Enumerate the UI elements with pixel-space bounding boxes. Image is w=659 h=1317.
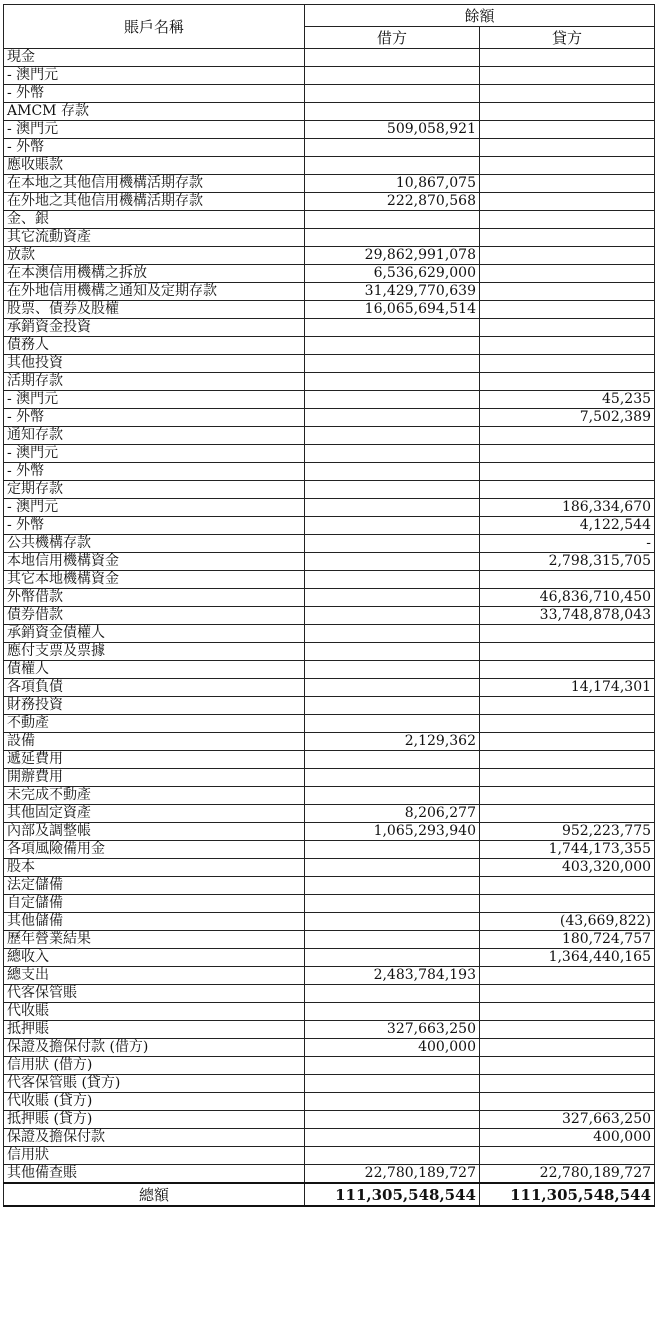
credit-cell xyxy=(480,319,655,337)
trial-balance-table xyxy=(3,4,655,1207)
account-name-cell: 遞延費用 xyxy=(4,751,305,769)
credit-cell xyxy=(480,661,655,679)
table-row xyxy=(4,985,655,1003)
credit-cell xyxy=(480,1075,655,1093)
table-row xyxy=(4,409,655,427)
credit-cell xyxy=(480,769,655,787)
account-name-cell: 信用狀 (借方) xyxy=(4,1057,305,1075)
account-name-cell: 抵押賬 (貸方) xyxy=(4,1111,305,1129)
debit-cell xyxy=(305,1093,480,1111)
debit-cell xyxy=(305,1003,480,1021)
debit-cell xyxy=(305,571,480,589)
debit-cell xyxy=(305,913,480,931)
credit-cell xyxy=(480,751,655,769)
table-row xyxy=(4,625,655,643)
debit-cell xyxy=(305,949,480,967)
account-name-cell: 通知存款 xyxy=(4,427,305,445)
debit-cell: 22,780,189,727 xyxy=(305,1165,480,1184)
credit-cell xyxy=(480,175,655,193)
credit-cell xyxy=(480,463,655,481)
account-name-cell: 代客保管賬 (貸方) xyxy=(4,1075,305,1093)
account-name-cell: 在本地之其他信用機構活期存款 xyxy=(4,175,305,193)
account-name-cell: 現金 xyxy=(4,49,305,67)
credit-cell: 952,223,775 xyxy=(480,823,655,841)
table-row xyxy=(4,157,655,175)
credit-cell xyxy=(480,985,655,1003)
account-name-cell: 法定儲備 xyxy=(4,877,305,895)
table-row xyxy=(4,301,655,319)
credit-cell xyxy=(480,121,655,139)
debit-cell xyxy=(305,85,480,103)
account-name-cell: - 澳門元 xyxy=(4,445,305,463)
account-name-cell: 未完成不動產 xyxy=(4,787,305,805)
debit-cell: 16,065,694,514 xyxy=(305,301,480,319)
debit-cell xyxy=(305,337,480,355)
account-name-cell: 不動產 xyxy=(4,715,305,733)
table-row xyxy=(4,823,655,841)
account-name-cell: 代收賬 xyxy=(4,1003,305,1021)
table-row xyxy=(4,481,655,499)
table-row xyxy=(4,607,655,625)
table-row xyxy=(4,445,655,463)
credit-cell xyxy=(480,1057,655,1075)
debit-cell xyxy=(305,1057,480,1075)
debit-cell: 1,065,293,940 xyxy=(305,823,480,841)
credit-cell xyxy=(480,481,655,499)
table-row xyxy=(4,679,655,697)
debit-cell xyxy=(305,103,480,121)
table-row xyxy=(4,895,655,913)
account-name-cell: 應付支票及票據 xyxy=(4,643,305,661)
table-row xyxy=(4,391,655,409)
debit-cell xyxy=(305,697,480,715)
account-name-header: 賬戶名稱 xyxy=(4,5,305,49)
credit-cell xyxy=(480,625,655,643)
credit-cell: 1,364,440,165 xyxy=(480,949,655,967)
credit-cell xyxy=(480,697,655,715)
debit-cell xyxy=(305,877,480,895)
debit-cell: 8,206,277 xyxy=(305,805,480,823)
account-name-cell: 代收賬 (貸方) xyxy=(4,1093,305,1111)
account-name-cell: 債務人 xyxy=(4,337,305,355)
account-name-cell: - 外幣 xyxy=(4,409,305,427)
account-name-cell: 信用狀 xyxy=(4,1147,305,1165)
debit-cell: 31,429,770,639 xyxy=(305,283,480,301)
account-name-cell: 開辦費用 xyxy=(4,769,305,787)
table-row xyxy=(4,589,655,607)
account-name-cell: 各項風險備用金 xyxy=(4,841,305,859)
credit-cell xyxy=(480,103,655,121)
credit-cell xyxy=(480,193,655,211)
account-name-cell: - 外幣 xyxy=(4,139,305,157)
table-row xyxy=(4,463,655,481)
credit-cell xyxy=(480,139,655,157)
account-name-cell: 在外地信用機構之通知及定期存款 xyxy=(4,283,305,301)
debit-cell: 222,870,568 xyxy=(305,193,480,211)
account-name-cell: - 外幣 xyxy=(4,463,305,481)
credit-cell xyxy=(480,1003,655,1021)
table-row xyxy=(4,319,655,337)
account-name-cell: - 澳門元 xyxy=(4,391,305,409)
account-name-cell: - 澳門元 xyxy=(4,121,305,139)
account-name-cell: 保證及擔保付款 xyxy=(4,1129,305,1147)
credit-cell xyxy=(480,445,655,463)
debit-cell: 400,000 xyxy=(305,1039,480,1057)
credit-cell xyxy=(480,85,655,103)
table-row xyxy=(4,733,655,751)
credit-cell: 2,798,315,705 xyxy=(480,553,655,571)
table-row xyxy=(4,211,655,229)
table-row xyxy=(4,949,655,967)
table-row xyxy=(4,769,655,787)
credit-cell xyxy=(480,787,655,805)
debit-cell xyxy=(305,427,480,445)
credit-cell xyxy=(480,967,655,985)
debit-cell xyxy=(305,895,480,913)
account-name-cell: 承銷資金投資 xyxy=(4,319,305,337)
debit-cell xyxy=(305,643,480,661)
account-name-cell: 其它本地機構資金 xyxy=(4,571,305,589)
credit-cell xyxy=(480,211,655,229)
table-row xyxy=(4,1039,655,1057)
table-row xyxy=(4,1147,655,1165)
account-name-cell: 公共機構存款 xyxy=(4,535,305,553)
table-row xyxy=(4,1003,655,1021)
debit-cell xyxy=(305,859,480,877)
account-name-cell: 自定儲備 xyxy=(4,895,305,913)
credit-cell xyxy=(480,1039,655,1057)
account-name-cell: 其他備查賬 xyxy=(4,1165,305,1184)
credit-cell xyxy=(480,1021,655,1039)
table-row xyxy=(4,121,655,139)
table-row xyxy=(4,427,655,445)
debit-cell xyxy=(305,535,480,553)
table-row xyxy=(4,661,655,679)
credit-cell xyxy=(480,1147,655,1165)
debit-cell xyxy=(305,409,480,427)
table-row xyxy=(4,931,655,949)
account-name-cell: 歷年營業結果 xyxy=(4,931,305,949)
debit-cell: 29,862,991,078 xyxy=(305,247,480,265)
debit-cell xyxy=(305,841,480,859)
credit-cell xyxy=(480,895,655,913)
debit-cell: 509,058,921 xyxy=(305,121,480,139)
credit-cell: 327,663,250 xyxy=(480,1111,655,1129)
table-row xyxy=(4,1057,655,1075)
credit-cell xyxy=(480,355,655,373)
trial-balance-sheet xyxy=(3,4,654,1207)
account-name-cell: 其他投資 xyxy=(4,355,305,373)
table-row xyxy=(4,355,655,373)
debit-cell xyxy=(305,679,480,697)
account-name-cell: 總收入 xyxy=(4,949,305,967)
account-name-cell: 股本 xyxy=(4,859,305,877)
debit-cell xyxy=(305,481,480,499)
table-row xyxy=(4,697,655,715)
credit-cell xyxy=(480,49,655,67)
table-row xyxy=(4,643,655,661)
account-name-cell: 設備 xyxy=(4,733,305,751)
account-name-cell: 本地信用機構資金 xyxy=(4,553,305,571)
debit-cell xyxy=(305,517,480,535)
credit-cell xyxy=(480,247,655,265)
credit-cell: 22,780,189,727 xyxy=(480,1165,655,1184)
table-row xyxy=(4,553,655,571)
table-row xyxy=(4,967,655,985)
table-row xyxy=(4,283,655,301)
table-footer xyxy=(4,1183,655,1206)
table-body xyxy=(4,49,655,1184)
debit-header: 借方 xyxy=(305,27,480,49)
table-row xyxy=(4,841,655,859)
account-name-cell: - 澳門元 xyxy=(4,67,305,85)
table-row xyxy=(4,805,655,823)
debit-cell xyxy=(305,607,480,625)
debit-cell xyxy=(305,211,480,229)
table-row xyxy=(4,877,655,895)
account-name-cell: 金、銀 xyxy=(4,211,305,229)
debit-cell xyxy=(305,463,480,481)
credit-cell: 33,748,878,043 xyxy=(480,607,655,625)
total-row xyxy=(4,1183,655,1206)
table-row xyxy=(4,913,655,931)
table-row xyxy=(4,85,655,103)
total-debit: 111,305,548,544 xyxy=(305,1183,480,1206)
account-name-cell: - 外幣 xyxy=(4,85,305,103)
table-row xyxy=(4,265,655,283)
total-credit: 111,305,548,544 xyxy=(480,1183,655,1206)
account-name-cell: 總支出 xyxy=(4,967,305,985)
account-name-cell: AMCM 存款 xyxy=(4,103,305,121)
debit-cell xyxy=(305,931,480,949)
debit-cell xyxy=(305,229,480,247)
credit-cell xyxy=(480,1093,655,1111)
debit-cell xyxy=(305,787,480,805)
table-row xyxy=(4,193,655,211)
debit-cell xyxy=(305,625,480,643)
debit-cell: 10,867,075 xyxy=(305,175,480,193)
table-row xyxy=(4,1021,655,1039)
debit-cell xyxy=(305,1129,480,1147)
debit-cell xyxy=(305,49,480,67)
table-row xyxy=(4,247,655,265)
credit-cell xyxy=(480,715,655,733)
debit-cell xyxy=(305,985,480,1003)
credit-cell xyxy=(480,301,655,319)
account-name-cell: 活期存款 xyxy=(4,373,305,391)
account-name-cell: 財務投資 xyxy=(4,697,305,715)
table-row xyxy=(4,1093,655,1111)
credit-cell xyxy=(480,733,655,751)
table-row xyxy=(4,139,655,157)
debit-cell xyxy=(305,1111,480,1129)
credit-cell xyxy=(480,805,655,823)
table-row xyxy=(4,535,655,553)
debit-cell xyxy=(305,715,480,733)
table-row xyxy=(4,751,655,769)
credit-cell xyxy=(480,265,655,283)
credit-cell xyxy=(480,67,655,85)
debit-cell xyxy=(305,589,480,607)
debit-cell xyxy=(305,139,480,157)
table-row xyxy=(4,1165,655,1184)
table-row xyxy=(4,499,655,517)
table-row xyxy=(4,715,655,733)
table-row xyxy=(4,787,655,805)
account-name-cell: - 外幣 xyxy=(4,517,305,535)
account-name-cell: 放款 xyxy=(4,247,305,265)
credit-cell xyxy=(480,229,655,247)
debit-cell xyxy=(305,67,480,85)
table-row xyxy=(4,175,655,193)
debit-cell: 6,536,629,000 xyxy=(305,265,480,283)
table-row xyxy=(4,229,655,247)
account-name-cell: 其他固定資產 xyxy=(4,805,305,823)
credit-cell: 46,836,710,450 xyxy=(480,589,655,607)
debit-cell xyxy=(305,661,480,679)
credit-cell xyxy=(480,571,655,589)
account-name-cell: 承銷資金債權人 xyxy=(4,625,305,643)
debit-cell xyxy=(305,373,480,391)
account-name-cell: - 澳門元 xyxy=(4,499,305,517)
total-label: 總額 xyxy=(4,1183,305,1206)
table-row xyxy=(4,67,655,85)
account-name-cell: 股票、債券及股權 xyxy=(4,301,305,319)
debit-cell xyxy=(305,553,480,571)
debit-cell: 2,129,362 xyxy=(305,733,480,751)
table-row xyxy=(4,859,655,877)
credit-cell: (43,669,822) xyxy=(480,913,655,931)
credit-cell xyxy=(480,877,655,895)
table-row xyxy=(4,103,655,121)
account-name-cell: 保證及擔保付款 (借方) xyxy=(4,1039,305,1057)
credit-cell: 1,744,173,355 xyxy=(480,841,655,859)
balance-header: 餘額 xyxy=(305,5,655,27)
debit-cell xyxy=(305,391,480,409)
debit-cell: 2,483,784,193 xyxy=(305,967,480,985)
credit-cell xyxy=(480,157,655,175)
credit-cell: 14,174,301 xyxy=(480,679,655,697)
account-name-cell: 代客保管賬 xyxy=(4,985,305,1003)
credit-cell: 400,000 xyxy=(480,1129,655,1147)
credit-cell xyxy=(480,337,655,355)
account-name-cell: 定期存款 xyxy=(4,481,305,499)
account-name-cell: 外幣借款 xyxy=(4,589,305,607)
debit-cell xyxy=(305,445,480,463)
credit-cell: 7,502,389 xyxy=(480,409,655,427)
debit-cell xyxy=(305,769,480,787)
table-row xyxy=(4,373,655,391)
credit-cell: 4,122,544 xyxy=(480,517,655,535)
credit-cell xyxy=(480,427,655,445)
account-name-cell: 其它流動資產 xyxy=(4,229,305,247)
table-row xyxy=(4,49,655,67)
credit-header: 貸方 xyxy=(480,27,655,49)
debit-cell xyxy=(305,751,480,769)
account-name-cell: 各項負債 xyxy=(4,679,305,697)
credit-cell: 186,334,670 xyxy=(480,499,655,517)
table-row xyxy=(4,1129,655,1147)
debit-cell xyxy=(305,355,480,373)
debit-cell xyxy=(305,499,480,517)
account-name-cell: 在外地之其他信用機構活期存款 xyxy=(4,193,305,211)
account-name-cell: 內部及調整帳 xyxy=(4,823,305,841)
account-name-cell: 應收賬款 xyxy=(4,157,305,175)
credit-cell: 403,320,000 xyxy=(480,859,655,877)
credit-cell xyxy=(480,283,655,301)
debit-cell xyxy=(305,1075,480,1093)
account-name-cell: 其他儲備 xyxy=(4,913,305,931)
account-name-cell: 債權人 xyxy=(4,661,305,679)
table-header xyxy=(4,5,655,49)
credit-cell xyxy=(480,373,655,391)
debit-cell xyxy=(305,319,480,337)
table-row xyxy=(4,517,655,535)
credit-cell: 180,724,757 xyxy=(480,931,655,949)
credit-cell xyxy=(480,643,655,661)
debit-cell: 327,663,250 xyxy=(305,1021,480,1039)
table-row xyxy=(4,337,655,355)
debit-cell xyxy=(305,1147,480,1165)
table-row xyxy=(4,1075,655,1093)
account-name-cell: 債券借款 xyxy=(4,607,305,625)
credit-cell: - xyxy=(480,535,655,553)
table-row xyxy=(4,571,655,589)
account-name-cell: 抵押賬 xyxy=(4,1021,305,1039)
table-row xyxy=(4,1111,655,1129)
account-name-cell: 在本澳信用機構之拆放 xyxy=(4,265,305,283)
debit-cell xyxy=(305,157,480,175)
credit-cell: 45,235 xyxy=(480,391,655,409)
